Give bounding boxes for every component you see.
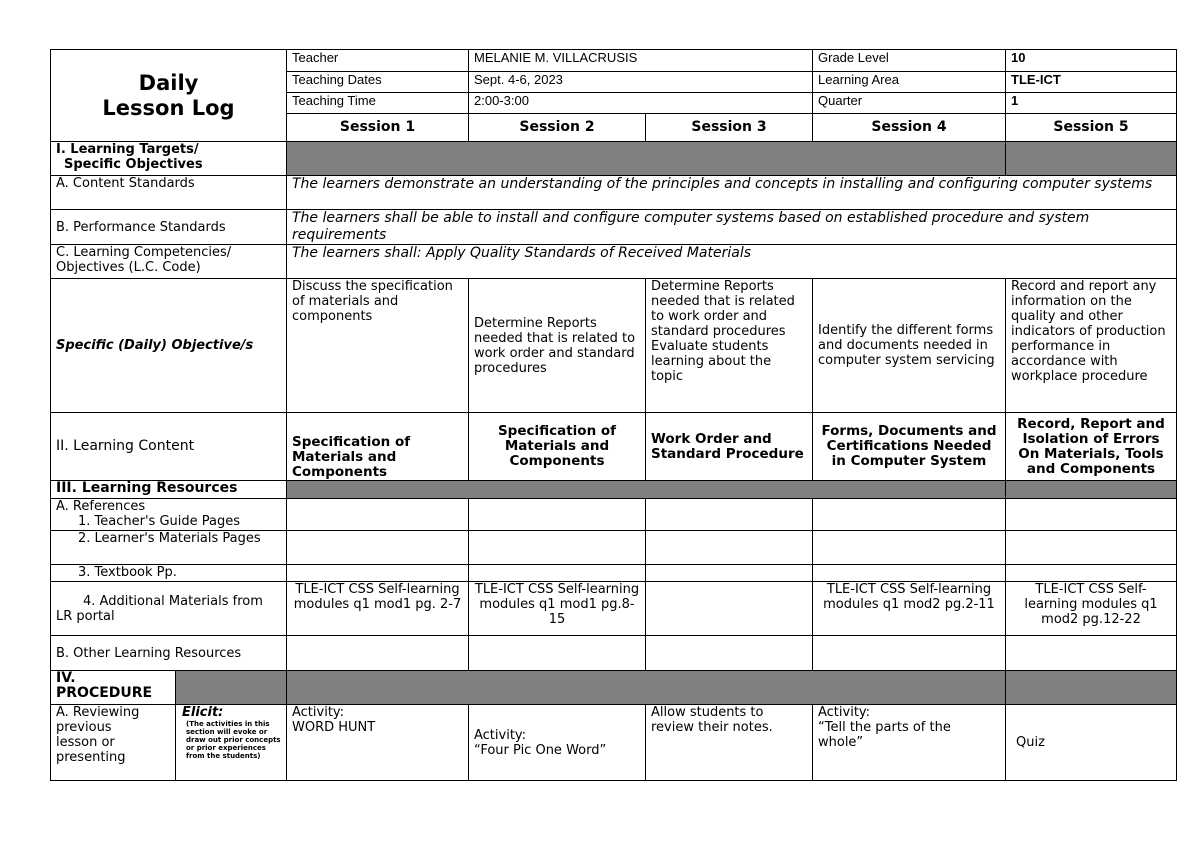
grey-fill: [176, 671, 287, 705]
grey-fill: [287, 481, 1006, 499]
objective-session-1: Discuss the specification of materials and components: [287, 279, 469, 413]
objective-session-3: Determine Reports needed that is related to work order and standard procedures Evaluate students learning about the topic: [646, 279, 813, 413]
area-value: TLE-ICT: [1006, 72, 1177, 93]
additional-materials-label: 4. Additional Materials from LR portal: [51, 582, 287, 636]
area-label: Learning Area: [813, 72, 1006, 93]
reviewing-label: [51, 705, 176, 781]
reviewing-session-4: Activity: “Tell the parts of the whole”: [813, 705, 1006, 781]
empty-cell: [287, 565, 469, 582]
empty-cell: [813, 531, 1006, 565]
objective-session-2: Determine Reports needed that is related to work order and standard procedures: [469, 279, 646, 413]
time-label: Teaching Time: [287, 93, 469, 114]
teacher-label: Teacher: [287, 50, 469, 72]
empty-cell: [287, 499, 469, 531]
empty-cell: [1006, 565, 1177, 582]
additional-session-1: TLE-ICT CSS Self-learning modules q1 mod1 pg. 2-7: [287, 582, 469, 636]
reviewing-text: A. Reviewing previous lesson or presenting: [56, 705, 140, 765]
performance-standards-text: The learners shall be able to install and configure computer systems based on established procedure and system requirements: [287, 210, 1177, 245]
quarter-value: 1: [1006, 93, 1177, 114]
performance-standards-label: B. Performance Standards: [51, 210, 287, 245]
specific-objectives-label: Specific (Daily) Objective/s: [51, 279, 287, 413]
session-3-header: Session 3: [646, 114, 813, 142]
section-learning-targets: [51, 142, 287, 176]
empty-cell: [646, 565, 813, 582]
empty-cell: [1006, 531, 1177, 565]
empty-cell: [646, 499, 813, 531]
tg-pages-label: 1. Teacher's Guide Pages: [78, 514, 240, 529]
session-5-header: Session 5: [1006, 114, 1177, 142]
document-title: [51, 50, 287, 142]
references-label: [51, 499, 287, 531]
grey-fill: [1006, 481, 1177, 499]
grey-fill: [1006, 671, 1177, 705]
grey-fill: [287, 142, 1006, 176]
empty-cell: [813, 499, 1006, 531]
session-1-header: Session 1: [287, 114, 469, 142]
title-line-2: Lesson Log: [102, 95, 235, 120]
dates-value: Sept. 4-6, 2023: [469, 72, 813, 93]
dates-label: Teaching Dates: [287, 72, 469, 93]
competencies-label: C. Learning Competencies/ Objectives (L.C. Code): [51, 245, 287, 279]
empty-cell: [646, 636, 813, 671]
objective-session-5: Record and report any information on the quality and other indicators of production performance in accordance with workplace procedure: [1006, 279, 1177, 413]
elicit-note: (The activities in this section will evoke or draw out prior concepts or prior experiences from the students): [186, 720, 281, 760]
empty-cell: [469, 636, 646, 671]
time-value: 2:00-3:00: [469, 93, 813, 114]
content-session-1: Specification of Materials and Components: [287, 413, 469, 481]
session-4-header: Session 4: [813, 114, 1006, 142]
competencies-text: The learners shall: Apply Quality Standards of Received Materials: [287, 245, 1177, 279]
empty-cell: [1006, 499, 1177, 531]
other-resources-label: B. Other Learning Resources: [51, 636, 287, 671]
empty-cell: [287, 636, 469, 671]
additional-session-2: TLE-ICT CSS Self-learning modules q1 mod1 pg.8-15: [469, 582, 646, 636]
grey-fill: [1006, 142, 1177, 176]
learning-content-label: II. Learning Content: [51, 413, 287, 481]
lm-pages-label: 2. Learner's Materials Pages: [51, 531, 287, 565]
empty-cell: [469, 499, 646, 531]
reviewing-session-5: Quiz: [1006, 705, 1177, 781]
objective-session-4: Identify the different forms and documents needed in computer system servicing: [813, 279, 1006, 413]
teacher-value: MELANIE M. VILLACRUSIS: [469, 50, 813, 72]
learning-resources-label: III. Learning Resources: [51, 481, 287, 499]
empty-cell: [469, 531, 646, 565]
procedure-label: IV. PROCEDURE: [51, 671, 176, 705]
additional-session-5: TLE-ICT CSS Self-learning modules q1 mod2 pg.12-22: [1006, 582, 1177, 636]
reviewing-session-1: Activity: WORD HUNT: [287, 705, 469, 781]
grade-value: 10: [1006, 50, 1177, 72]
empty-cell: [287, 531, 469, 565]
quarter-label: Quarter: [813, 93, 1006, 114]
additional-session-3: [646, 582, 813, 636]
content-standards-text: The learners demonstrate an understanding of the principles and concepts in installing and configuring computer systems: [287, 176, 1177, 210]
additional-session-4: TLE-ICT CSS Self-learning modules q1 mod2 pg.2-11: [813, 582, 1006, 636]
reviewing-session-3: Allow students to review their notes.: [646, 705, 813, 781]
content-standards-label: A. Content Standards: [51, 176, 287, 210]
content-session-3: Work Order and Standard Procedure: [646, 413, 813, 481]
textbook-label: 3. Textbook Pp.: [51, 565, 287, 582]
empty-cell: [813, 636, 1006, 671]
grade-label: Grade Level: [813, 50, 1006, 72]
content-session-5: Record, Report and Isolation of Errors On Materials, Tools and Components: [1006, 413, 1177, 481]
elicit-label: Elicit:: [182, 705, 224, 720]
empty-cell: [813, 565, 1006, 582]
learning-targets-line-2: Specific Objectives: [64, 157, 203, 172]
learning-targets-line-1: I. Learning Targets/: [56, 142, 199, 157]
daily-lesson-log-table: [50, 49, 1177, 781]
elicit-cell: [176, 705, 287, 781]
empty-cell: [469, 565, 646, 582]
title-line-1: Daily: [138, 70, 199, 95]
reviewing-session-2: Activity: “Four Pic One Word”: [469, 705, 646, 781]
content-session-2: Specification of Materials and Components: [469, 413, 646, 481]
references-heading: A. References: [56, 499, 146, 514]
empty-cell: [646, 531, 813, 565]
grey-fill: [287, 671, 1006, 705]
session-2-header: Session 2: [469, 114, 646, 142]
empty-cell: [1006, 636, 1177, 671]
content-session-4: Forms, Documents and Certifications Needed in Computer System: [813, 413, 1006, 481]
